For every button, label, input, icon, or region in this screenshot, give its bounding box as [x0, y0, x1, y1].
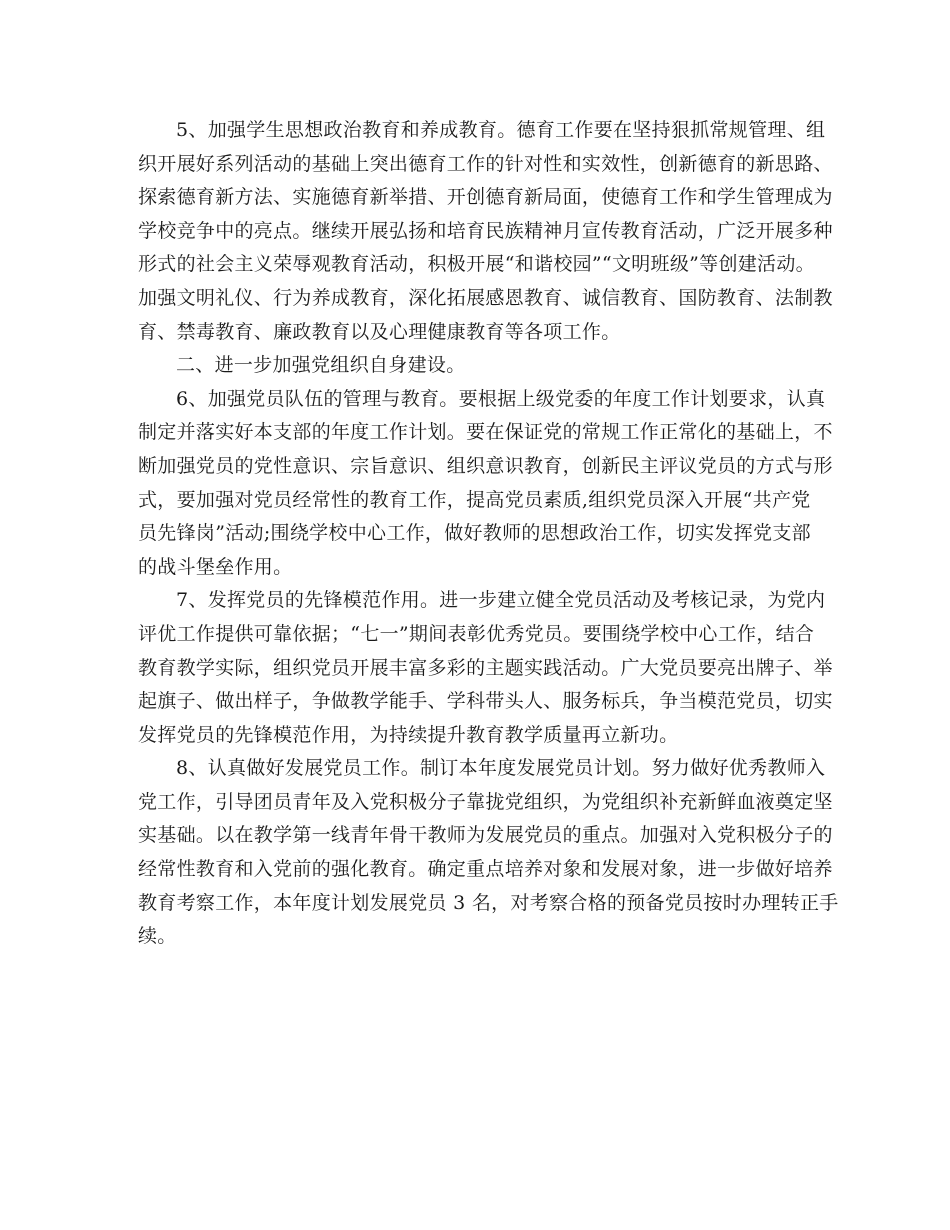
paragraph-6: [138, 383, 833, 585]
section-heading: 二、进一步加强党组织自身建设。: [176, 354, 466, 377]
text-line: 5、加强学生思想政治教育和养成教育。德育工作要在坚持狠抓常规管理、组: [176, 119, 826, 141]
text-line: 育、禁毒教育、廉政教育以及心理健康教育等各项工作。: [138, 320, 621, 343]
text-line: 学校竞争中的亮点。继续开展弘扬和培育民族精神月宣传教育活动，广泛开展多种: [138, 219, 833, 242]
text-line: 7、发挥党员的先锋模范作用。进一步建立健全党员活动及考核记录，为党内: [176, 589, 826, 612]
text-line: 党工作，引导团员青年及入党积极分子靠拢党组织，为党组织补充新鲜血液奠定坚: [138, 790, 833, 813]
section-heading-2: [138, 349, 828, 383]
text-line: 形式的社会主义荣辱观教育活动，积极开展“和谐校园”“文明班级”等创建活动。: [138, 253, 815, 276]
text-line: 制定并落实好本支部的年度工作计划。要在保证党的常规工作正常化的基础上，不: [138, 421, 833, 444]
text-line: 断加强党员的党性意识、宗旨意识、组织意识教育，创新民主评议党员的方式与形: [138, 454, 833, 477]
text-line: 式，要加强对党员经常性的教育工作，提高党员素质,组织党员深入开展“共产党: [138, 488, 811, 511]
paragraph-8: [138, 752, 839, 954]
text-line: 发挥党员的先锋模范作用，为持续提升教育教学质量再立新功。: [138, 723, 679, 746]
text-line: 6、加强党员队伍的管理与教育。要根据上级党委的年度工作计划要求，认真: [176, 387, 826, 410]
paragraph-5: [138, 114, 833, 349]
text-line: 的战斗堡垒作用。: [138, 555, 293, 578]
text-line: 经常性教育和入党前的强化教育。确定重点培养对象和发展对象，进一步做好培养: [138, 858, 833, 881]
document-body: [138, 114, 839, 954]
text-line: 续。: [138, 925, 177, 948]
text-line: 员先锋岗”活动;围绕学校中心工作，做好教师的思想政治工作，切实发挥党支部: [138, 522, 811, 545]
text-line: 织开展好系列活动的基础上突出德育工作的针对性和实效性，创新德育的新思路、: [138, 152, 833, 175]
text-line: 实基础。以在教学第一线青年骨干教师为发展党员的重点。加强对入党积极分子的: [138, 824, 833, 847]
text-line: 教育考察工作，本年度计划发展党员 3 名，对考察合格的预备党员按时办理转正手: [138, 891, 839, 914]
text-line: 教育教学实际，组织党员开展丰富多彩的主题实践活动。广大党员要亮出牌子、举: [138, 656, 833, 679]
text-line: 加强文明礼仪、行为养成教育，深化拓展感恩教育、诚信教育、国防教育、法制教: [138, 286, 833, 309]
text-line: 8、认真做好发展党员工作。制订本年度发展党员计划。努力做好优秀教师入: [176, 757, 826, 780]
text-line: 起旗子、做出样子，争做教学能手、学科带头人、服务标兵，争当模范党员，切实: [138, 690, 833, 713]
paragraph-7: [138, 584, 833, 752]
text-line: 评优工作提供可靠依据；“七一”期间表彰优秀党员。要围绕学校中心工作，结合: [138, 622, 815, 645]
text-line: 探索德育新方法、实施德育新举措、开创德育新局面，使德育工作和学生管理成为: [138, 186, 833, 209]
